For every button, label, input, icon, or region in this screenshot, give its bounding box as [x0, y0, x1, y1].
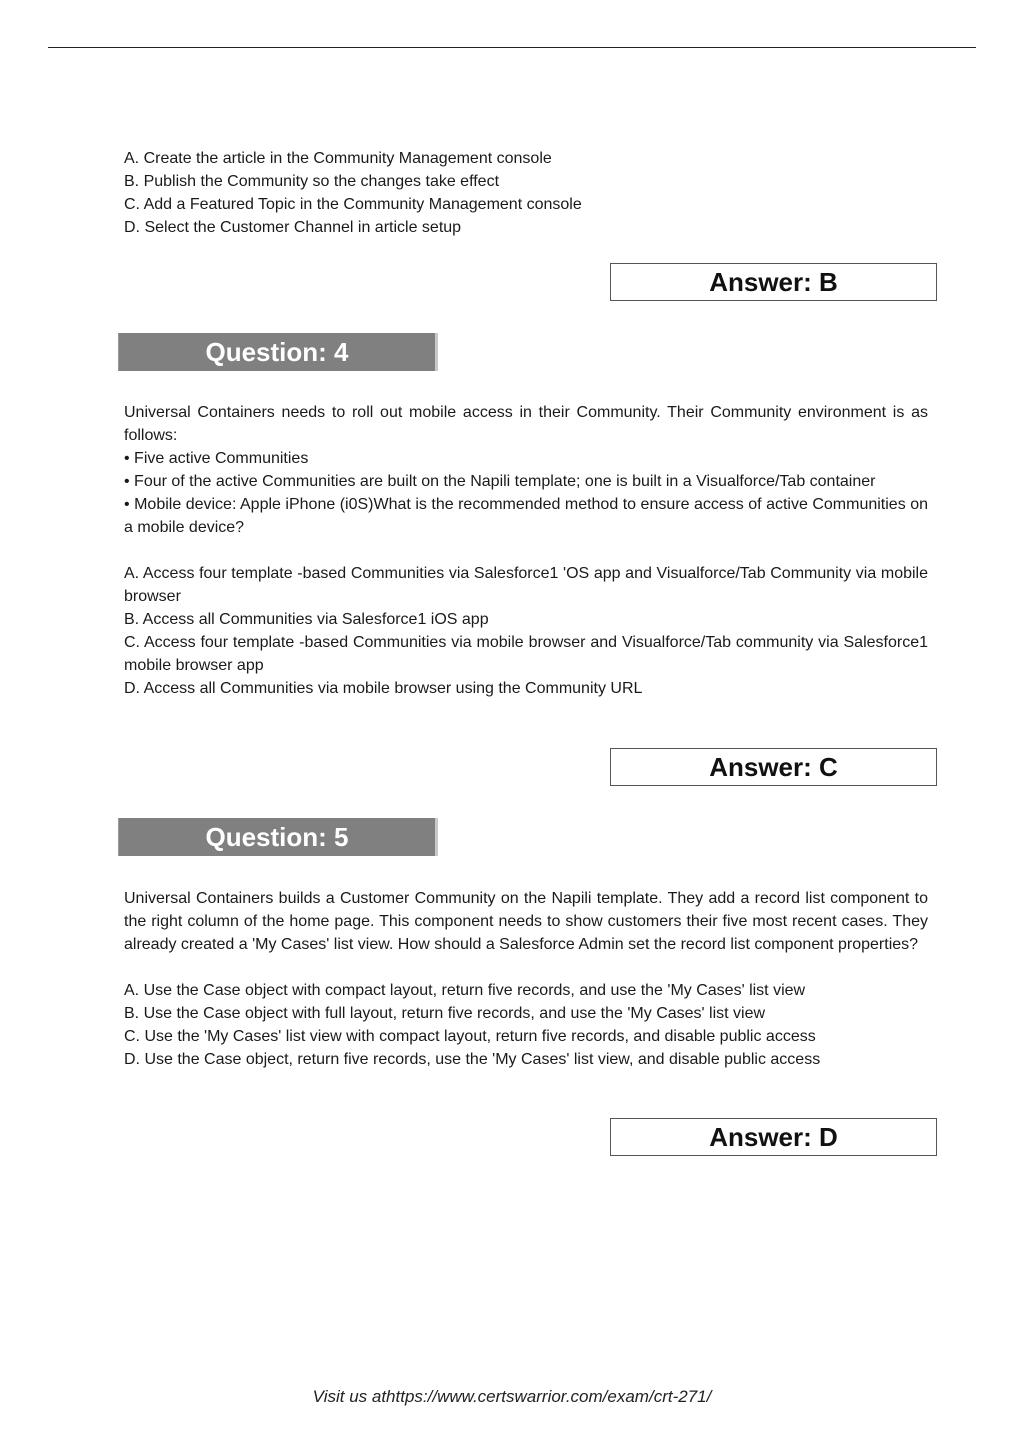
q5-option-a: A. Use the Case object with compact layout, return five records, and use the 'My Cases' list view	[124, 982, 806, 999]
q5-spacer	[124, 956, 928, 979]
q4-bullet-1: • Five active Communities	[124, 450, 309, 467]
q5-option-b: B. Use the Case object with full layout, return five records, and use the 'My Cases' list view	[124, 1005, 766, 1022]
q5-option-c: C. Use the 'My Cases' list view with compact layout, return five records, and disable public access	[124, 1028, 816, 1045]
q4-option-d: D. Access all Communities via mobile browser using the Community URL	[124, 680, 643, 697]
q3-options	[124, 147, 928, 239]
q4-body	[124, 401, 928, 700]
q5-title-bar: Question: 5	[118, 818, 438, 856]
q3-option-b: B. Publish the Community so the changes take effect	[124, 173, 500, 190]
header-rule	[48, 47, 976, 48]
q5-stem: Universal Containers builds a Customer Community on the Napili template. They add a record list component to the right column of the home page. This component needs to show customers their five most recent cases. They already created a 'My Cases' list view. How should a Salesforce Admin set the record list component properties?	[124, 890, 928, 953]
q4-bullet-2: • Four of the active Communities are built on the Napili template; one is built in a Visualforce/Tab container	[124, 473, 876, 490]
q3-answer-box: Answer: B	[610, 263, 937, 301]
q4-stem: Universal Containers needs to roll out mobile access in their Community. Their Community environment is as follows:	[124, 404, 928, 444]
q4-spacer	[124, 539, 928, 562]
q5-body	[124, 887, 928, 1071]
q3-option-c: C. Add a Featured Topic in the Community Management console	[124, 196, 582, 213]
q4-option-a: A. Access four template -based Communities via Salesforce1 'OS app and Visualforce/Tab Community via mobile browser	[124, 565, 928, 605]
q3-option-a: A. Create the article in the Community Management console	[124, 150, 552, 167]
q4-option-c: C. Access four template -based Communities via mobile browser and Visualforce/Tab community via Salesforce1 mobile browser app	[124, 634, 928, 674]
q5-answer-box: Answer: D	[610, 1118, 937, 1156]
q4-title-bar: Question: 4	[118, 333, 438, 371]
q4-answer-box: Answer: C	[610, 748, 937, 786]
q3-option-d: D. Select the Customer Channel in article setup	[124, 219, 462, 236]
q4-option-b: B. Access all Communities via Salesforce1 iOS app	[124, 611, 489, 628]
q5-option-d: D. Use the Case object, return five records, use the 'My Cases' list view, and disable public access	[124, 1051, 821, 1068]
q4-bullet-3: • Mobile device: Apple iPhone (i0S)What is the recommended method to ensure access of active Communities on a mobile device?	[124, 496, 928, 536]
footer-link-text: Visit us athttps://www.certswarrior.com/exam/crt-271/	[312, 1387, 712, 1406]
